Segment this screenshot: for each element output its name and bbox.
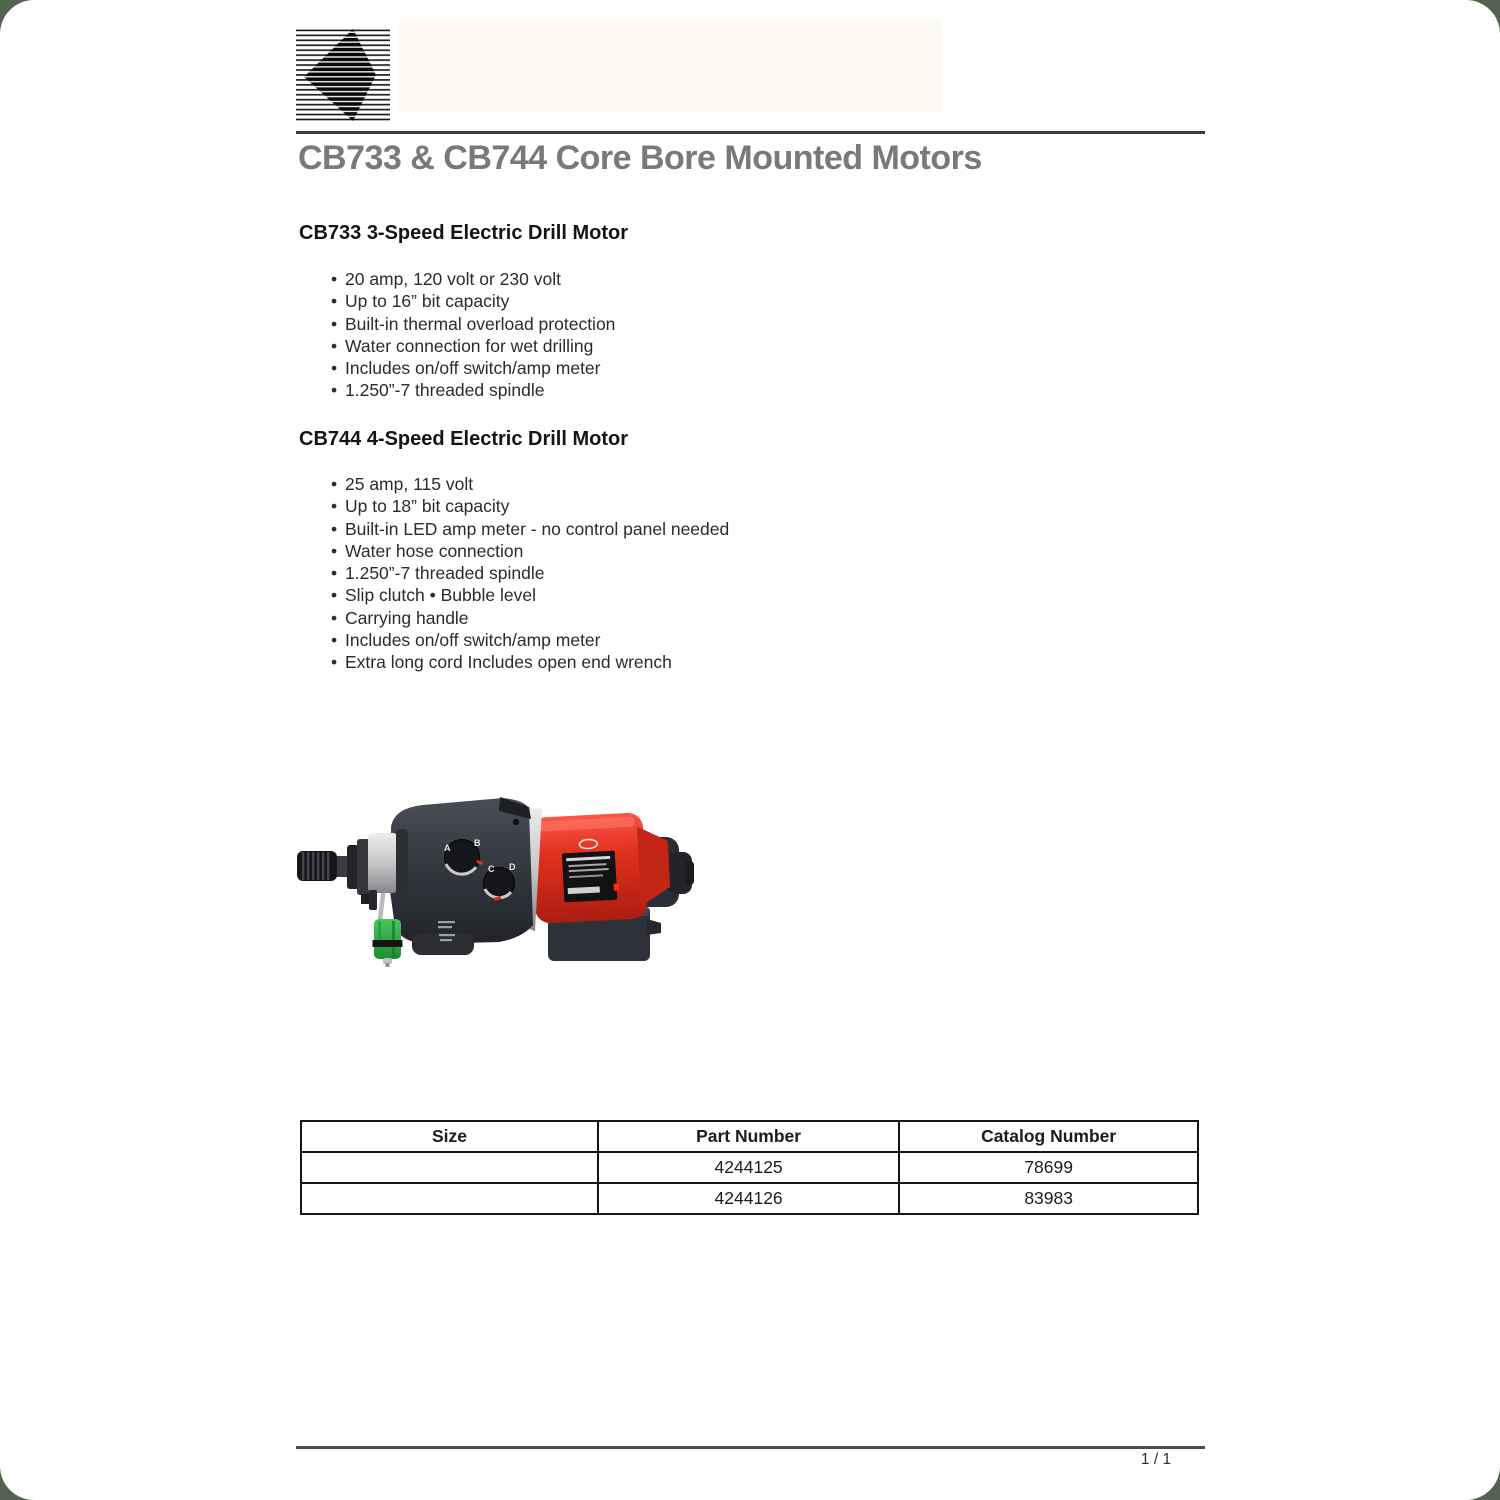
col-header-size: Size <box>301 1121 598 1152</box>
list-item: • Slip clutch • Bubble level <box>331 584 1111 606</box>
list-item: • Water connection for wet drilling <box>331 335 1111 357</box>
header-divider <box>296 131 1205 134</box>
section-heading-cb744: CB744 4-Speed Electric Drill Motor <box>299 428 628 450</box>
table-row <box>301 1152 1198 1183</box>
list-item: • 25 amp, 115 volt <box>331 473 1111 495</box>
list-item: • Includes on/off switch/amp meter <box>331 629 1111 651</box>
dial-letter-b: B <box>474 838 481 848</box>
dial-letter-a: A <box>444 843 451 853</box>
spindle-assembly <box>297 829 408 895</box>
silver-collar <box>368 833 398 893</box>
list-item: • 20 amp, 120 volt or 230 volt <box>331 268 1111 290</box>
list-item: • 1.250”-7 threaded spindle <box>331 562 1111 584</box>
striped-diamond-logo-icon <box>296 28 390 122</box>
list-item: • Extra long cord Includes open end wrench <box>331 651 1111 673</box>
table-header-row <box>301 1121 1198 1152</box>
section-heading-cb733: CB733 3-Speed Electric Drill Motor <box>299 222 628 244</box>
page-indicator: 1 / 1 <box>1140 1451 1172 1468</box>
list-item: • Water hose connection <box>331 540 1111 562</box>
logo-ghost-area <box>398 20 941 112</box>
list-item: • Up to 18” bit capacity <box>331 495 1111 517</box>
table-row <box>301 1183 1198 1214</box>
cell-catalog-number: 83983 <box>899 1183 1198 1214</box>
list-item: • Includes on/off switch/amp meter <box>331 357 1111 379</box>
col-header-part-number: Part Number <box>598 1121 899 1152</box>
cell-size <box>301 1152 598 1183</box>
list-item: • 1.250”-7 threaded spindle <box>331 379 1111 401</box>
cb744-feature-list <box>331 473 1111 674</box>
core-drill-motor-photo <box>295 795 695 967</box>
footer-divider <box>296 1446 1205 1449</box>
cell-part-number: 4244125 <box>598 1152 899 1183</box>
list-item: • Up to 16” bit capacity <box>331 290 1111 312</box>
col-header-catalog-number: Catalog Number <box>899 1121 1198 1152</box>
page-title: CB733 & CB744 Core Bore Mounted Motors <box>298 139 982 177</box>
cell-size <box>301 1183 598 1214</box>
spec-table <box>300 1120 1199 1215</box>
cb733-feature-list <box>331 268 1111 402</box>
list-item: • Built-in LED amp meter - no control panel needed <box>331 518 1111 540</box>
cell-part-number: 4244126 <box>598 1183 899 1214</box>
list-item: • Built-in thermal overload protection <box>331 313 1111 335</box>
dial-letter-d: D <box>509 862 516 872</box>
dial-letter-c: C <box>488 864 495 874</box>
cell-catalog-number: 78699 <box>899 1152 1198 1183</box>
list-item: • Carrying handle <box>331 607 1111 629</box>
